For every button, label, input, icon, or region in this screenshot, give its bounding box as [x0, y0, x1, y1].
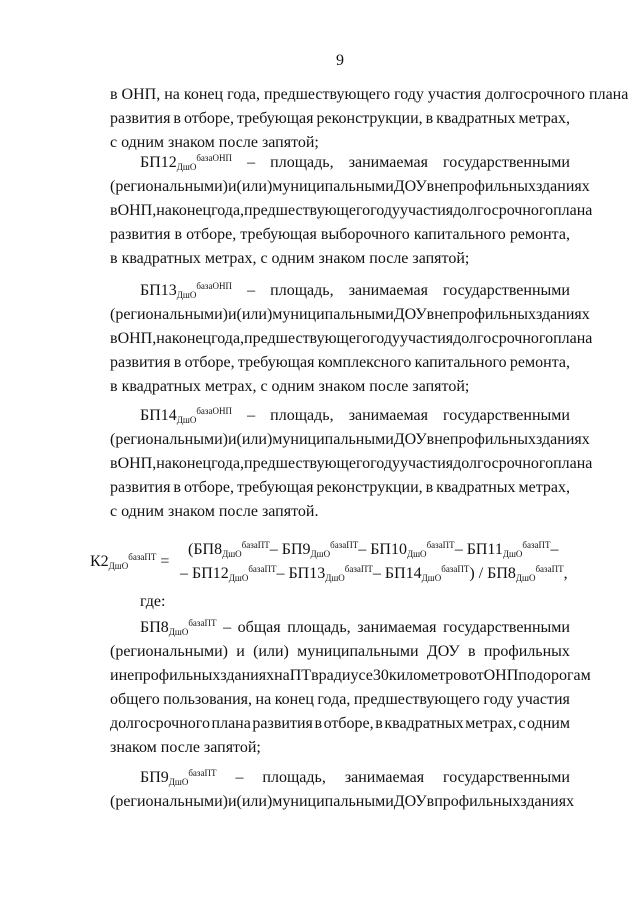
- word: на: [274, 667, 290, 684]
- word: муниципальными: [272, 431, 394, 448]
- word: одним: [271, 378, 315, 395]
- term-subscript: ДшО: [176, 162, 197, 172]
- word: зданиях: [535, 306, 590, 323]
- word: ОНП,: [117, 330, 157, 347]
- term-symbol: –: [550, 541, 559, 558]
- word: занимаемая: [348, 154, 428, 171]
- word: требующая: [236, 479, 314, 496]
- word: отборе,: [186, 226, 237, 243]
- word: развития: [110, 354, 171, 371]
- word: долгосрочного: [453, 455, 554, 472]
- word: в: [426, 793, 435, 810]
- word: после: [218, 503, 258, 520]
- term-symbol: – $БП12_{ДшО}^{базаПТ}$: [180, 564, 277, 583]
- term-superscript: базаПТ: [241, 540, 270, 550]
- term-superscript: базаПТ: [330, 540, 359, 550]
- word: зданиях: [535, 178, 590, 195]
- word: запятой;: [412, 250, 470, 267]
- term-superscript: базаПТ: [522, 540, 551, 550]
- word: предшествующего: [244, 202, 371, 219]
- word: в: [173, 354, 182, 371]
- term-subscript: ДшО: [406, 549, 427, 559]
- term-symbol: – $БП9_{ДшО}^{базаПТ}$: [269, 540, 359, 559]
- word: ремонта,: [509, 226, 570, 243]
- word: ПТ: [289, 667, 312, 684]
- word: знаком: [110, 739, 157, 756]
- word: государственными: [443, 154, 570, 171]
- text-line: [110, 303, 590, 327]
- word: в: [110, 330, 118, 347]
- word: метрах,: [465, 715, 517, 732]
- word: после: [369, 378, 409, 395]
- word: капитального: [414, 354, 507, 371]
- word: одним: [121, 503, 165, 520]
- word: квадратных: [121, 378, 201, 395]
- text-line: [110, 500, 570, 524]
- word: 30: [372, 667, 389, 684]
- formula-rhs-line2: [180, 562, 568, 586]
- word: (или): [236, 431, 273, 448]
- paragraph-continuation: [110, 83, 629, 155]
- word: с: [518, 715, 526, 732]
- term-symbol: ) / $БП8_{ДшО}^{базаПТ}$: [469, 564, 564, 583]
- word: в: [375, 715, 383, 732]
- term-symbol: – $БП14_{ДшО}^{базаПТ}$: [372, 564, 470, 583]
- word: государственными: [443, 769, 570, 786]
- word: (или): [253, 643, 289, 660]
- term-superscript: базаПТ: [535, 564, 564, 574]
- text-line: [110, 351, 570, 375]
- word: и: [236, 643, 245, 660]
- word: долгосрочного: [453, 330, 554, 347]
- word: в: [110, 455, 118, 472]
- dash: –: [223, 619, 232, 636]
- word: муниципальными: [297, 643, 419, 660]
- word: одним: [271, 250, 315, 267]
- word: метрах,: [518, 110, 570, 127]
- term-symbol: $БП9_{ДшО}^{базаПТ}$: [140, 768, 217, 787]
- word: ОНП,: [117, 455, 157, 472]
- term-subscript: ДшО: [176, 415, 197, 425]
- formula-lhs: $К2_{ДшО}^{базаПТ}$ =: [90, 550, 169, 574]
- word: ОНП: [483, 667, 519, 684]
- word: и: [227, 178, 237, 195]
- word: государственными: [443, 282, 570, 299]
- word: занимаемая: [348, 407, 428, 424]
- word: (региональными): [110, 431, 228, 448]
- word: запятой;: [203, 739, 261, 756]
- term-symbol: $БП13_{ДшО}^{базаОНП}$: [140, 281, 232, 300]
- word: участия: [516, 691, 570, 708]
- word: одним: [527, 715, 570, 732]
- word: в ОНП, на конец года, предшествующего году участия долгосрочного плана: [110, 86, 629, 103]
- word: и: [227, 431, 237, 448]
- word: конец: [274, 691, 314, 708]
- word: году: [370, 330, 400, 347]
- word: площадь,: [270, 282, 334, 299]
- word: площадь,: [287, 619, 351, 636]
- word: (региональными): [110, 643, 228, 660]
- word: капитального: [413, 226, 506, 243]
- word: предшествующего: [353, 691, 480, 708]
- word: года,: [211, 202, 245, 219]
- term-superscript: базаОНП: [196, 281, 232, 291]
- definition-first-line: [110, 766, 570, 790]
- word: (региональными): [110, 793, 228, 810]
- word: году: [370, 455, 400, 472]
- word: предшествующего: [244, 455, 371, 472]
- word: в: [426, 431, 435, 448]
- word: развития: [110, 226, 171, 243]
- word: по: [518, 667, 535, 684]
- text-line: [110, 107, 570, 131]
- word: в: [110, 202, 118, 219]
- word: развития: [110, 479, 171, 496]
- word: занимаемая: [348, 282, 428, 299]
- word: развития: [252, 715, 313, 732]
- word: плана: [553, 330, 593, 347]
- text-line: [110, 247, 570, 271]
- word: в: [110, 378, 118, 395]
- word: знаком: [318, 378, 366, 395]
- text-line: [110, 175, 590, 199]
- word: в: [173, 110, 181, 127]
- word: профильных: [434, 793, 521, 810]
- word: реконструкции,: [316, 479, 423, 496]
- text-line: [110, 688, 570, 712]
- word: государственными: [443, 619, 570, 636]
- word: в: [468, 643, 476, 660]
- text-line: [110, 736, 570, 760]
- text-line: [110, 223, 570, 247]
- word: конец: [171, 330, 212, 347]
- word: долгосрочного: [110, 715, 210, 732]
- word: году: [483, 691, 514, 708]
- word: в: [425, 479, 434, 496]
- term-subscript: ДшО: [502, 549, 523, 559]
- word: (региональными): [110, 178, 228, 195]
- definition-bp9: [110, 766, 575, 814]
- word: отборе,: [183, 110, 234, 127]
- term-subscript: ДшО: [421, 573, 442, 583]
- term-superscript: базаПТ: [188, 618, 217, 628]
- definition-bp12: [110, 151, 593, 271]
- term-subscript: ДшО: [515, 573, 536, 583]
- word: предшествующего: [244, 330, 371, 347]
- word: плана: [211, 715, 251, 732]
- word: с: [260, 250, 268, 267]
- word: конец: [171, 455, 212, 472]
- word: комплексного: [317, 354, 412, 371]
- text-line: [110, 452, 593, 476]
- word: государственными: [443, 407, 570, 424]
- word: участия: [399, 202, 454, 219]
- word: на: [156, 202, 172, 219]
- term-symbol: $БП8_{ДшО}^{базаПТ}$: [140, 618, 217, 637]
- word: требующая: [236, 110, 314, 127]
- text-line: [110, 476, 570, 500]
- word: метрах,: [204, 250, 257, 267]
- term-symbol: – $БП10_{ДшО}^{базаПТ}$: [358, 540, 455, 559]
- term-symbol: $БП14_{ДшО}^{базаОНП}$: [140, 406, 232, 425]
- word: непрофильных: [118, 667, 221, 684]
- word: квадратных: [121, 250, 201, 267]
- word: отборе,: [184, 354, 235, 371]
- dash: –: [247, 282, 256, 299]
- word: реконструкции,: [316, 110, 423, 127]
- page-number: 9: [336, 52, 344, 69]
- term-subscript: ДшО: [310, 549, 331, 559]
- word: в: [426, 178, 435, 195]
- formula-rhs-line1: [188, 538, 559, 562]
- word: пользования,: [163, 691, 253, 708]
- word: занимаемая: [357, 619, 437, 636]
- word: от: [468, 667, 484, 684]
- word: занимаемая: [344, 769, 425, 786]
- word: ремонта,: [509, 354, 570, 371]
- word: муниципальными: [272, 306, 394, 323]
- definition-first-line: [110, 616, 570, 640]
- term-symbol: – $БП11_{ДшО}^{базаПТ}$: [454, 540, 551, 559]
- term-subscript: ДшО: [222, 549, 242, 559]
- term-superscript: базаПТ: [344, 564, 373, 574]
- word: в: [314, 715, 322, 732]
- definition-first-line: [110, 279, 570, 303]
- term-subscript: ДшО: [176, 290, 197, 300]
- word: участия: [399, 330, 454, 347]
- word: с: [110, 503, 118, 520]
- word: в: [173, 479, 181, 496]
- word: зданиях: [220, 667, 275, 684]
- word: ОНП,: [117, 202, 157, 219]
- word: радиусе: [318, 667, 373, 684]
- term-superscript: базаПТ: [248, 564, 277, 574]
- text-line: [110, 375, 570, 399]
- text-line: [110, 199, 593, 223]
- word: запятой;: [412, 378, 470, 395]
- word: в: [174, 226, 183, 243]
- word: (или): [236, 178, 273, 195]
- text-line: [110, 428, 590, 452]
- word: года,: [211, 455, 245, 472]
- word: метрах,: [204, 378, 257, 395]
- word: требующая: [240, 226, 317, 243]
- word: требующая: [237, 354, 315, 371]
- word: (региональными): [110, 306, 228, 323]
- word: после: [369, 250, 409, 267]
- text-line: [110, 790, 575, 814]
- word: в: [425, 110, 434, 127]
- term-superscript: базаОНП: [196, 406, 232, 416]
- term-subscript: ДшО: [168, 627, 189, 637]
- word: общего: [110, 691, 160, 708]
- term-subscript: ДшО: [228, 573, 249, 583]
- word: и: [110, 667, 119, 684]
- word: общая: [237, 619, 281, 636]
- word: с одним знаком после запятой;: [110, 134, 319, 151]
- term-superscript: базаОНП: [196, 153, 232, 163]
- term-symbol: ,: [563, 565, 568, 582]
- word: и: [227, 306, 237, 323]
- word: непрофильных: [434, 306, 536, 323]
- word: площадь,: [262, 769, 326, 786]
- word: году: [370, 202, 400, 219]
- word: отборе,: [323, 715, 374, 732]
- text-line: [110, 712, 570, 736]
- word: непрофильных: [434, 431, 536, 448]
- word: профильных: [483, 643, 570, 660]
- term-symbol: – $БП13_{ДшО}^{базаПТ}$: [276, 564, 373, 583]
- term-superscript: базаПТ: [188, 768, 217, 778]
- word: в: [110, 250, 118, 267]
- word: ДОУ: [393, 178, 427, 195]
- word: развития: [110, 110, 171, 127]
- word: отборе,: [183, 479, 234, 496]
- word: долгосрочного: [453, 202, 554, 219]
- definition-bp14: [110, 404, 593, 524]
- word: в: [426, 306, 435, 323]
- word: плана: [553, 455, 593, 472]
- word: ДОУ: [393, 793, 427, 810]
- word: квадратных: [384, 715, 464, 732]
- word: с: [260, 378, 268, 395]
- word: ДОУ: [426, 643, 460, 660]
- text-line: [110, 83, 629, 107]
- definition-bp8: [110, 616, 591, 760]
- word: знаком: [318, 250, 366, 267]
- word: участия: [399, 455, 454, 472]
- word: года,: [211, 330, 245, 347]
- word: ДОУ: [393, 306, 427, 323]
- definition-first-line: [110, 151, 570, 175]
- text-line: [110, 327, 593, 351]
- word: квадратных: [436, 479, 516, 496]
- word: на: [255, 691, 272, 708]
- term-superscript: базаПТ: [441, 564, 470, 574]
- term-subscript: ДшО: [325, 573, 345, 583]
- word: после: [160, 739, 200, 756]
- word: (или): [236, 306, 273, 323]
- word: километров: [388, 667, 469, 684]
- dash: –: [247, 154, 256, 171]
- word: муниципальными: [272, 178, 394, 195]
- term-subscript: ДшО: [168, 777, 189, 787]
- word: площадь,: [270, 407, 334, 424]
- word: конец: [171, 202, 212, 219]
- term-subscript: ДшО: [108, 561, 129, 571]
- word: года,: [317, 691, 351, 708]
- word: дорогам: [534, 667, 591, 684]
- term-symbol: $БП12_{ДшО}^{базаОНП}$: [140, 153, 232, 172]
- term-symbol: ($БП8_{ДшО}^{базаПТ}$: [188, 540, 270, 559]
- term-superscript: базаПТ: [426, 540, 455, 550]
- definition-bp13: [110, 279, 593, 399]
- word: метрах,: [518, 479, 570, 496]
- word: непрофильных: [434, 178, 536, 195]
- word: на: [156, 330, 172, 347]
- term-symbol: $К2_{ДшО}^{базаПТ}$: [90, 552, 157, 571]
- word: и: [227, 793, 237, 810]
- word: (или): [236, 793, 273, 810]
- word: зданиях: [520, 793, 575, 810]
- term-superscript: базаПТ: [128, 552, 157, 562]
- word: ДОУ: [393, 431, 427, 448]
- word: знаком: [168, 503, 215, 520]
- text-line: [110, 664, 591, 688]
- word: запятой.: [261, 503, 319, 520]
- definition-first-line: [110, 404, 570, 428]
- word: квадратных: [436, 110, 516, 127]
- word: зданиях: [535, 431, 590, 448]
- word: на: [156, 455, 172, 472]
- word: муниципальными: [272, 793, 394, 810]
- dash: –: [247, 407, 256, 424]
- where-label: где:: [140, 593, 166, 610]
- word: выборочного: [320, 226, 410, 243]
- text-line: [110, 640, 570, 664]
- word: площадь,: [270, 154, 334, 171]
- word: плана: [553, 202, 593, 219]
- word: в: [311, 667, 319, 684]
- dash: –: [235, 769, 244, 786]
